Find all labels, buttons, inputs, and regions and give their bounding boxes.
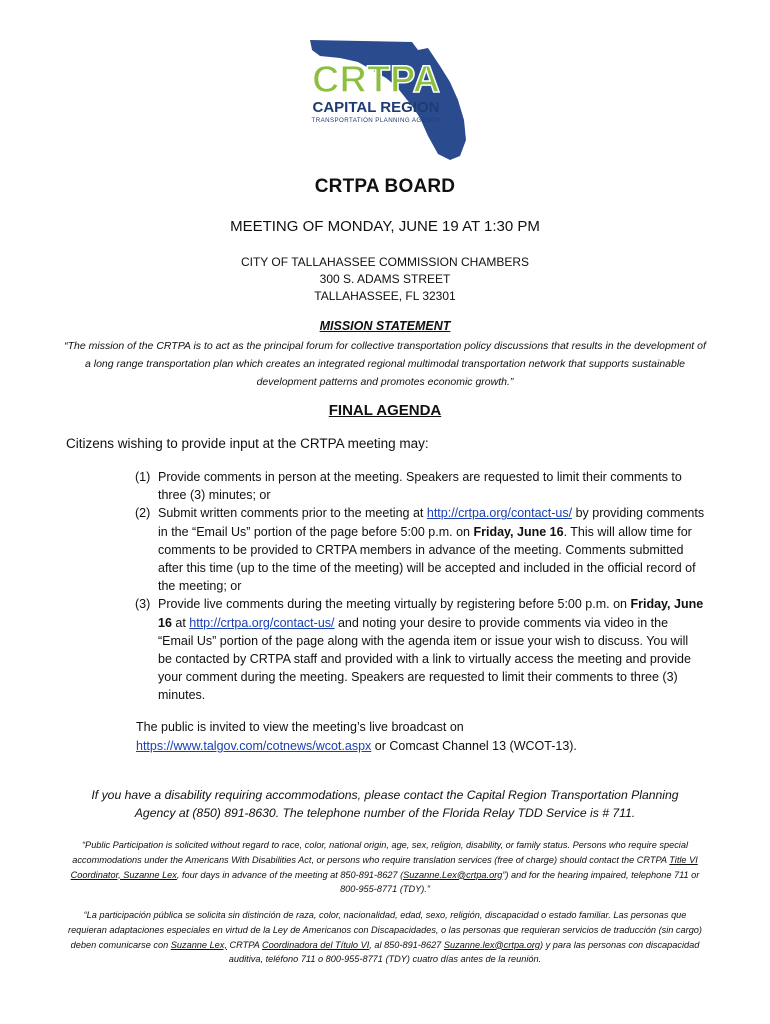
participation-notice-spanish bbox=[66, 908, 704, 967]
list-item bbox=[135, 595, 705, 704]
deadline-date: Friday, June 16 bbox=[158, 597, 704, 630]
coordinator-title: Coordinadora del Título VI bbox=[262, 939, 370, 950]
address-line: TALLAHASSEE, FL 32301 bbox=[314, 289, 456, 303]
broadcast-channel: or Comcast Channel 13 (WCOT-13). bbox=[371, 739, 577, 753]
agenda-intro: Citizens wishing to provide input at the CRTPA meeting may: bbox=[66, 436, 429, 451]
logo-tagline: TRANSPORTATION PLANNING AGENCY bbox=[311, 117, 441, 124]
notice-text: “Public Participation is solicited without regard to race, color, national origin, age, sex, religion, disability, or family status. Persons who require special accommodations under the Americans With Disabilities Act, or persons who require translation services (free of charge) should contact the CRTPA bbox=[72, 840, 688, 865]
item-text: at bbox=[171, 615, 190, 630]
list-item bbox=[135, 468, 705, 504]
notice-text: “La participación pública se solicita sin distinción de raza, color, nacionalidad, edad, sexo, religión, discapacidad o estado familiar. Las personas que requieran adaptaciones especiales en virtud de la Ley de Americanos con Discapacidades, o las personas que requieran servicios de traducción (sin cargo) deben comunicarse con bbox=[68, 910, 702, 950]
notice-text: ”) and for the hearing impaired, telephone 711 or 800-955-8771 (TDY).” bbox=[340, 869, 700, 895]
meeting-date: MEETING OF MONDAY, JUNE 19 AT 1:30 PM bbox=[230, 218, 540, 235]
mission-heading: MISSION STATEMENT bbox=[319, 319, 451, 333]
item-text: and noting your desire to provide comments via video in the “Email Us” portion of the page along with the agenda item or issue your wish to discuss. You will be contacted by CRTPA staff and provided with a link to virtually access the meeting and provide your comment during the meeting. Speakers are requested to limit their comments to three (3) minutes. bbox=[158, 615, 691, 703]
coordinator-email: Suzanne.lex@crtpa.org bbox=[443, 939, 540, 950]
item-text: by providing comments in the “Email Us” portion of the page before 5:00 p.m. on bbox=[158, 506, 705, 539]
disability-notice: If you have a disability requiring accommodations, please contact the Capital Region Transportation Planning Agency at (850) 891-8630. The telephone number of the Florida Relay TDD Service is # 711. bbox=[91, 788, 679, 820]
coordinator-email: (Suzanne.Lex@crtpa.org bbox=[400, 869, 503, 880]
item-number: (3) bbox=[135, 597, 151, 612]
broadcast-notice bbox=[136, 718, 696, 756]
logo-region: CAPITAL REGION bbox=[312, 99, 440, 116]
agenda-heading: FINAL AGENDA bbox=[328, 402, 442, 419]
contact-us-link[interactable]: http://crtpa.org/contact-us/ bbox=[426, 506, 573, 521]
address-line: CITY OF TALLAHASSEE COMMISSION CHAMBERS bbox=[240, 255, 530, 269]
address-line: 300 S. ADAMS STREET bbox=[319, 272, 451, 286]
notice-text: CRTPA bbox=[226, 939, 263, 950]
item-text: Submit written comments prior to the meeting at bbox=[158, 506, 427, 521]
deadline-date: Friday, June 16 bbox=[473, 524, 564, 539]
item-text: . This will allow time for comments to be provided to CRTPA members in advance of the meeting. Comments submitted after this time (up to the time of the meeting) will be accepted and included in the official record of the meeting; or bbox=[158, 524, 696, 594]
participation-notice-english bbox=[66, 838, 704, 897]
coordinator-name: Title VI Coordinator, Suzanne Lex bbox=[70, 854, 698, 880]
notice-text: , four days in advance of the meeting at 850-891-8627 bbox=[176, 869, 401, 880]
list-item bbox=[135, 504, 705, 595]
logo-acronym: CRTPA bbox=[311, 59, 441, 101]
item-number: (2) bbox=[135, 506, 151, 521]
item-text: Provide comments in person at the meeting. Speakers are requested to limit their comments to three (3) minutes; or bbox=[158, 470, 682, 503]
item-text: Provide live comments during the meeting virtually by registering before 5:00 p.m. on bbox=[158, 597, 631, 612]
coordinator-name: Suzanne Lex, bbox=[170, 939, 227, 950]
notice-text: , al 850-891-8627 bbox=[369, 939, 444, 950]
contact-us-link[interactable]: http://crtpa.org/contact-us/ bbox=[189, 615, 335, 630]
comment-options-list bbox=[135, 468, 705, 705]
item-number: (1) bbox=[135, 470, 151, 484]
broadcast-link[interactable]: https://www.talgov.com/cotnews/wcot.aspx bbox=[136, 739, 372, 753]
broadcast-text: The public is invited to view the meeting’s live broadcast on bbox=[136, 720, 464, 734]
crtpa-logo bbox=[300, 36, 470, 164]
notice-text: ) y para las personas con discapacidad auditiva, teléfono 711 o 800-955-8771 (TDY) cuatro días antes de la reunión. bbox=[228, 939, 700, 965]
mission-text: “The mission of the CRTPA is to act as the principal forum for collective transportation policy discussions that results in the development of a long range transportation plan which creates an integrated regional multimodal transportation network that supports sustainable development patterns and promotes economic growth.” bbox=[64, 340, 706, 388]
page-title: CRTPA BOARD bbox=[314, 176, 456, 197]
